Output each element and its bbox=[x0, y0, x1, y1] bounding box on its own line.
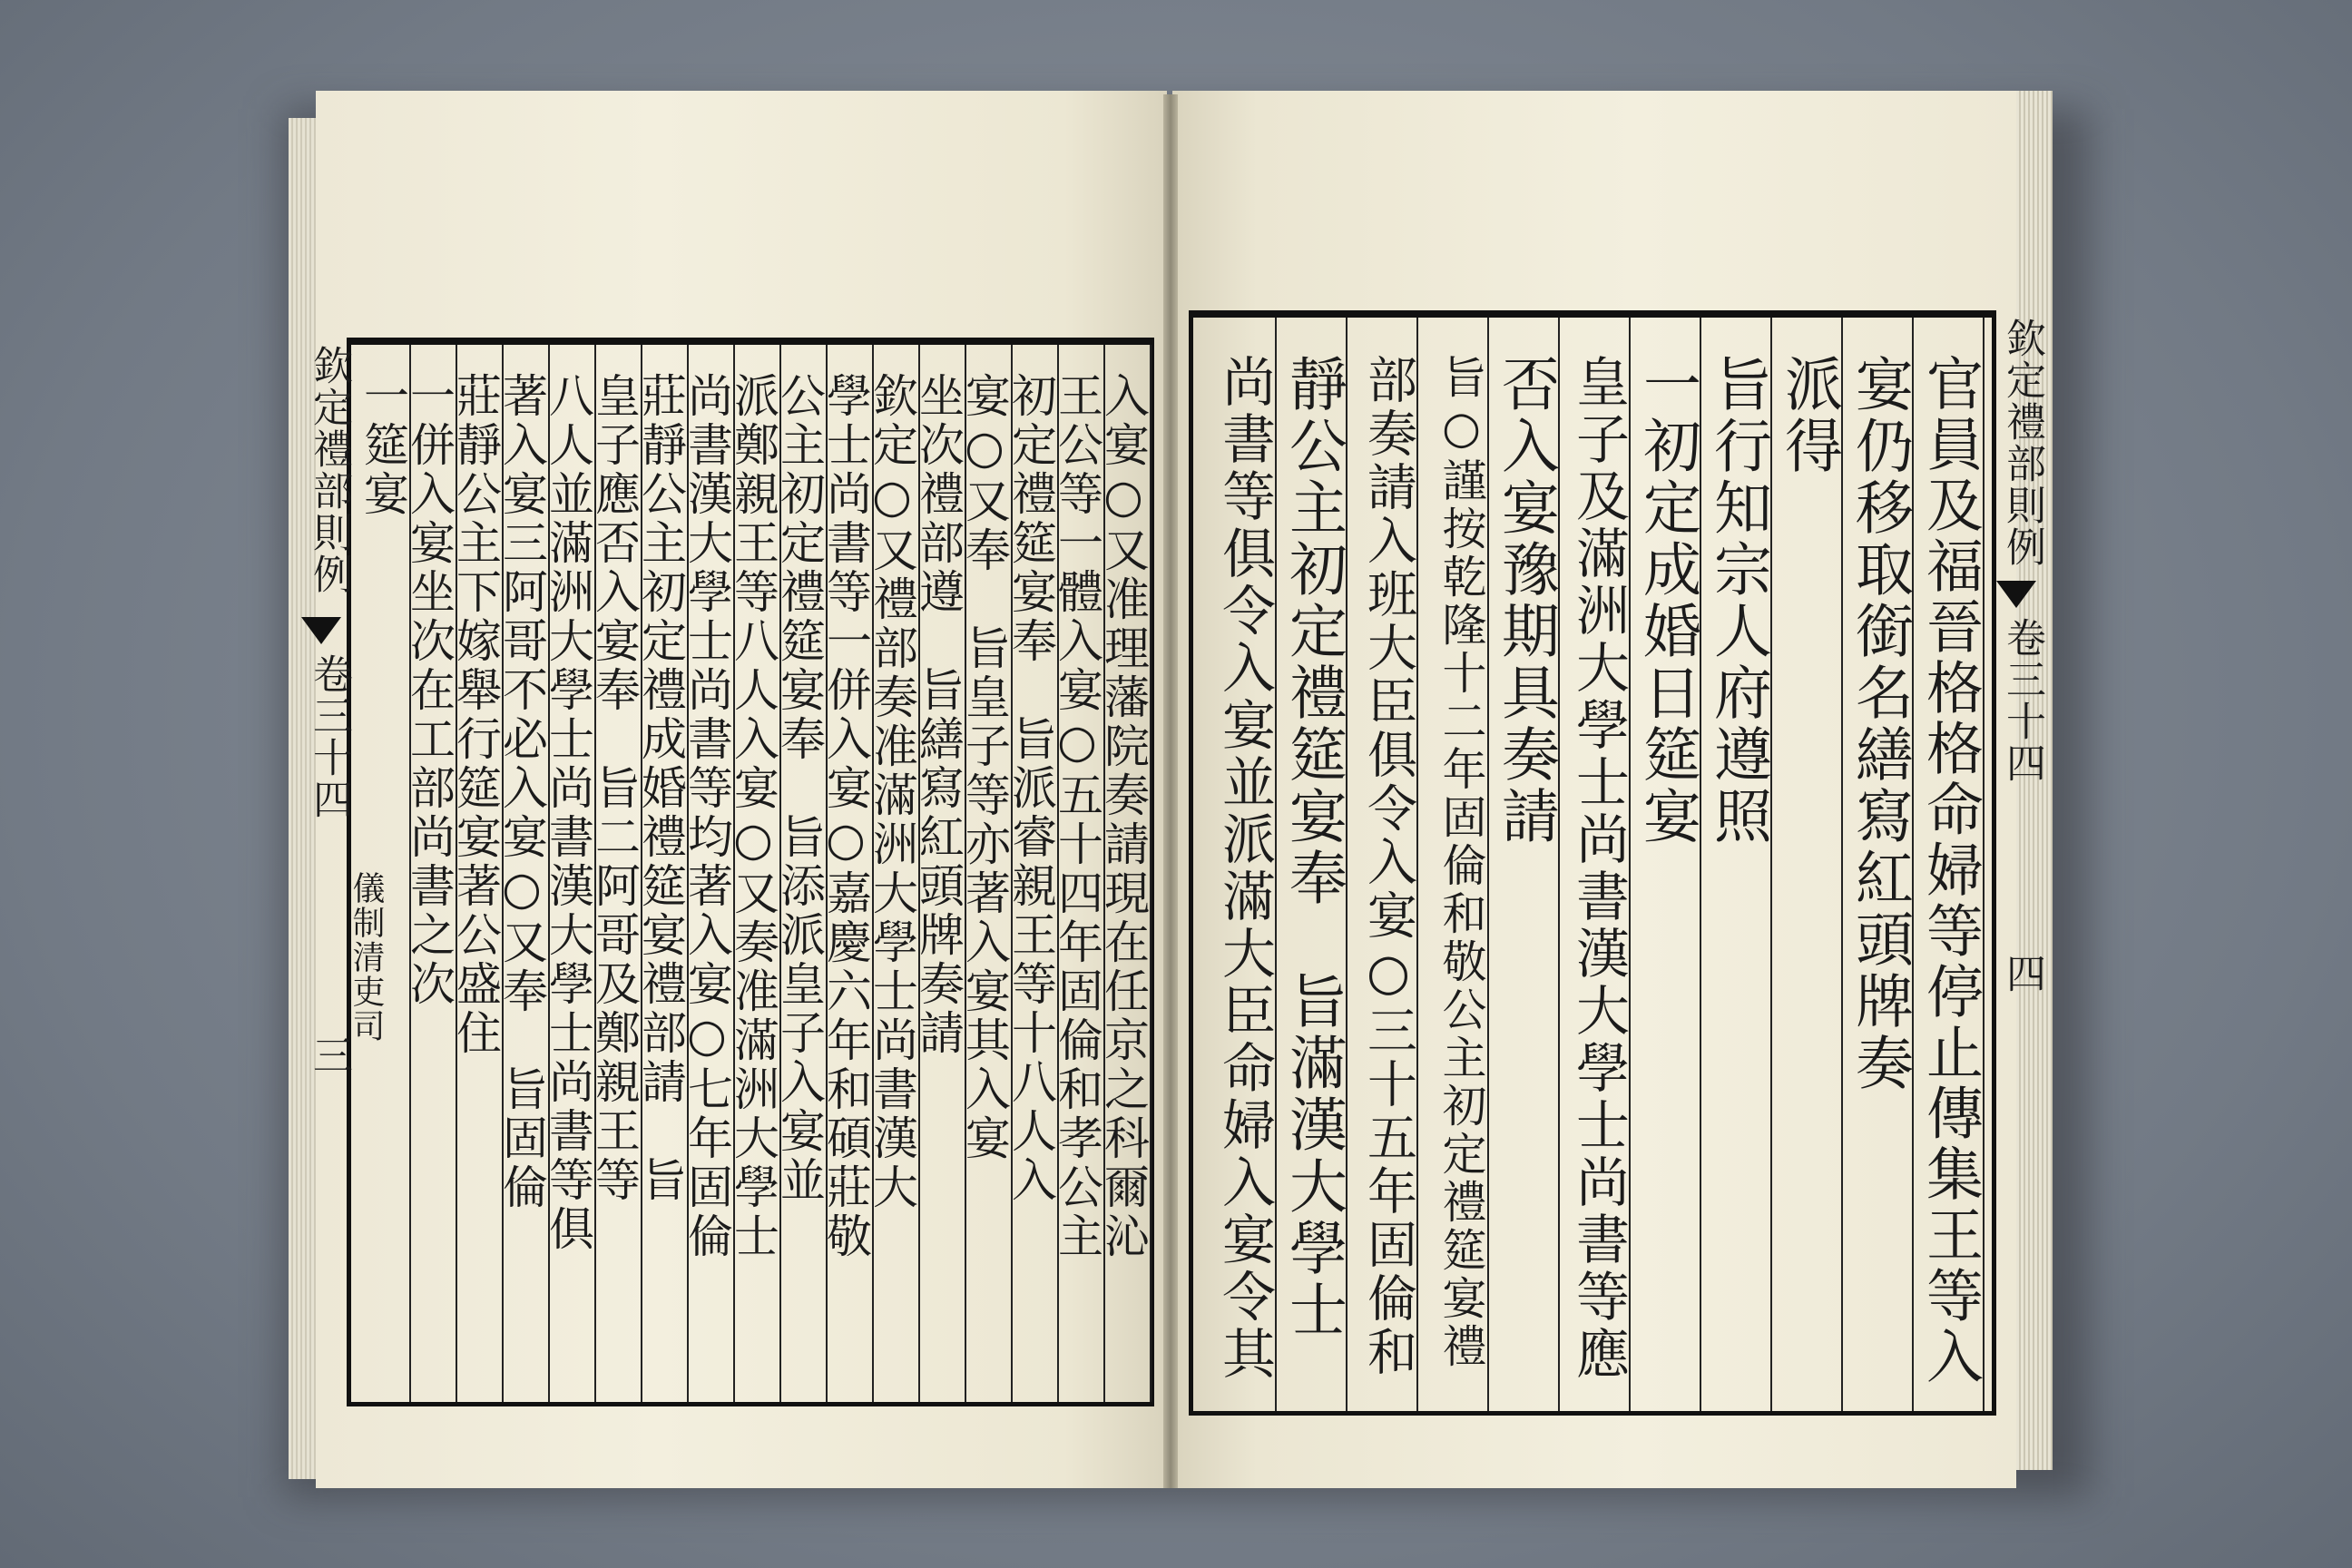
right-margin-title: 欽定禮部則例 bbox=[1999, 318, 2045, 568]
right-text-column: 皇子及滿洲大學士尚書漢大學士尚書等應 bbox=[1567, 354, 1630, 1383]
left-column-rule bbox=[826, 345, 828, 1402]
left-column-rule bbox=[687, 345, 689, 1402]
left-text-column: 著入宴三阿哥不必入宴○又奉 旨固倫 bbox=[495, 372, 548, 1212]
right-text-column: 旨行知宗人府遵照 bbox=[1704, 354, 1771, 848]
right-text-column: 尚書等俱令入宴並派滿大臣命婦入宴令其 bbox=[1213, 354, 1276, 1383]
left-column-rule bbox=[1057, 345, 1059, 1402]
left-column-rule bbox=[502, 345, 504, 1402]
left-text-column: 坐次禮部遵 旨繕寫紅頭牌奏請 bbox=[912, 372, 965, 1058]
left-column-rule bbox=[548, 345, 550, 1402]
left-text-column: 宴○又奉 旨皇子等亦著入宴其入宴 bbox=[958, 372, 1011, 1163]
right-text-frame bbox=[1189, 310, 1996, 1416]
left-column-rule bbox=[1103, 345, 1105, 1402]
left-text-column: 公主初定禮筵宴奉 旨添派皇子入宴並 bbox=[773, 372, 826, 1205]
left-text-column: 王公等一體入宴○五十四年固倫和孝公主 bbox=[1051, 372, 1103, 1261]
left-text-column: 莊靜公主下嫁舉行筵宴著公盛住 bbox=[449, 372, 502, 1058]
left-text-frame bbox=[347, 338, 1154, 1406]
book-gutter bbox=[1163, 94, 1178, 1488]
left-column-rule bbox=[1150, 345, 1152, 1402]
right-text-column: 一初定成婚日筵宴 bbox=[1633, 354, 1700, 848]
left-column-rule bbox=[456, 345, 457, 1402]
left-text-column: 皇子應否入宴奉 旨二阿哥及鄭親王等 bbox=[588, 372, 641, 1205]
left-column-rule bbox=[1011, 345, 1013, 1402]
left-text-column: 尚書漢大學士尚書等均著入宴○七年固倫 bbox=[681, 372, 733, 1261]
left-text-column: 一筵宴 bbox=[357, 372, 409, 519]
right-margin-volume: 卷三十四 bbox=[1999, 617, 2045, 784]
right-margin-page: 四 bbox=[1999, 953, 2045, 995]
right-text-column: 宴仍移取銜名繕寫紅頭牌奏 bbox=[1846, 354, 1913, 1094]
left-column-rule bbox=[733, 345, 735, 1402]
right-column-rule bbox=[1487, 318, 1489, 1411]
left-text-column: 學士尚書等一併入宴○嘉慶六年和碩莊敬 bbox=[819, 372, 872, 1261]
right-text-column: 部奏請入班大臣俱令入宴○三十五年固倫和 bbox=[1359, 354, 1417, 1379]
fish-tail-mark bbox=[301, 617, 341, 644]
left-column-rule bbox=[594, 345, 596, 1402]
left-text-column: 派鄭親王等八人入宴○又奏准滿洲大學士 bbox=[727, 372, 779, 1261]
left-text-column: 莊靜公主初定禮成婚禮筵宴禮部請 旨 bbox=[634, 372, 687, 1205]
right-text-column: 派得 bbox=[1775, 354, 1842, 477]
left-text-column: 入宴○又准理藩院奏請現在任京之科爾沁 bbox=[1097, 372, 1150, 1261]
left-text-column: 初定禮筵宴奉 旨派睿親王等十八人入 bbox=[1004, 372, 1057, 1205]
right-column-rule bbox=[1841, 318, 1843, 1411]
right-text-column: 否入宴豫期具奏請 bbox=[1492, 354, 1559, 848]
left-margin-volume: 卷三十四 bbox=[306, 653, 352, 820]
left-column-rule bbox=[779, 345, 781, 1402]
right-text-column: 靜公主初定禮筵宴奉 旨滿漢大學士 bbox=[1279, 354, 1347, 1341]
left-column-rule bbox=[918, 345, 920, 1402]
ghost-bleed-through bbox=[370, 172, 446, 225]
left-column-rule bbox=[965, 345, 966, 1402]
left-margin-title: 欽定禮部則例 bbox=[306, 345, 352, 595]
left-column-rule bbox=[409, 345, 411, 1402]
left-text-column: 一併入宴坐次在工部尚書之次 bbox=[403, 372, 456, 1009]
fish-tail-mark-right bbox=[1996, 581, 2036, 608]
left-text-column: 欽定○又禮部奏准滿洲大學士尚書漢大 bbox=[866, 372, 918, 1212]
left-margin-page: 三 bbox=[306, 1034, 352, 1076]
left-column-rule bbox=[641, 345, 642, 1402]
left-text-column: 八人並滿洲大學士尚書漢大學士尚書等俱 bbox=[542, 372, 594, 1254]
right-text-column: 官員及福晉格格命婦等停止傳集王等入 bbox=[1917, 354, 1984, 1387]
left-column-rule bbox=[872, 345, 874, 1402]
right-text-column: 旨○謹按乾隆十二年固倫和敬公主初定禮筵宴禮 bbox=[1436, 354, 1487, 1371]
left-margin-section: 儀制清吏司 bbox=[348, 871, 385, 1044]
